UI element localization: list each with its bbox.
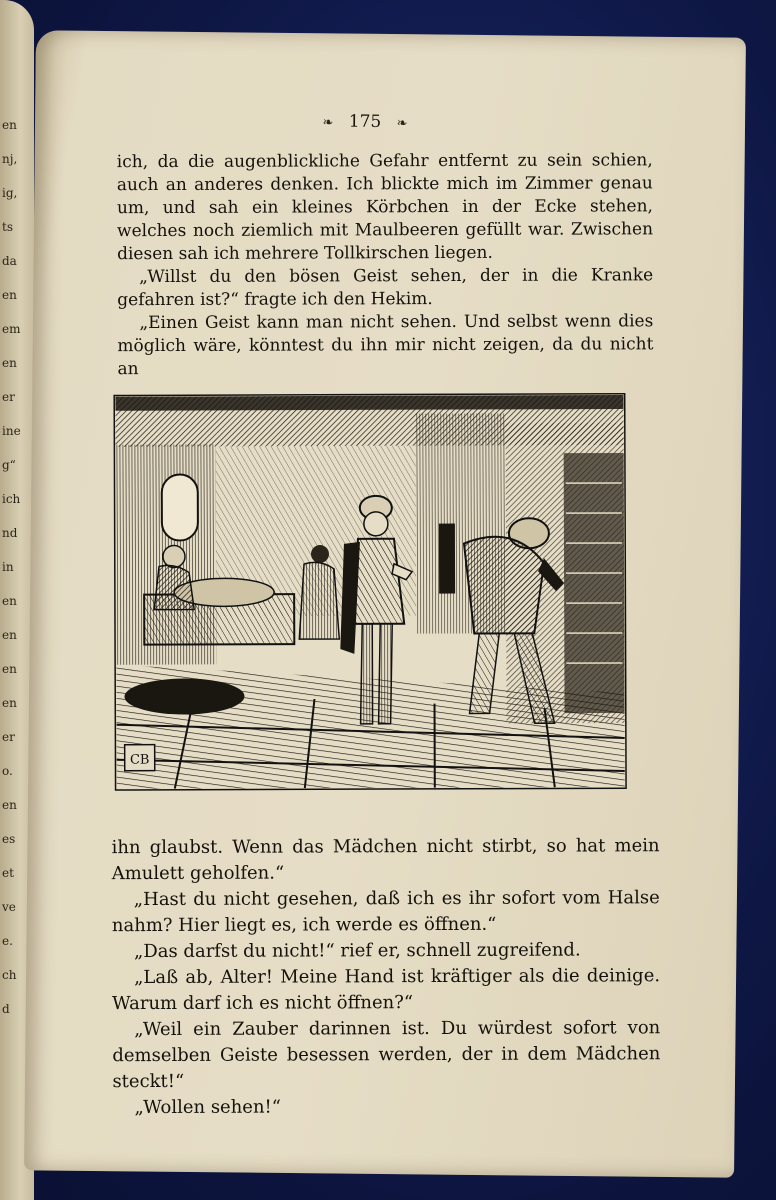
left-page-fragment: ich (2, 492, 21, 506)
left-page-fragment: nd (2, 526, 18, 540)
left-page-fragment: en (2, 662, 17, 676)
paragraph: „Einen Geist kann man nicht sehen. Und selbst wenn dies möglich wäre, könntest du ihn mir nicht zeigen, da du nicht an (117, 311, 654, 380)
left-page-fragment: nj, (2, 152, 18, 166)
left-page-fragment: em (2, 322, 21, 336)
book-page (24, 30, 746, 1177)
left-page-fragment: da (2, 254, 17, 268)
left-page-fragment: en (2, 356, 17, 370)
left-page-fragment: en (2, 628, 17, 642)
left-page-fragment: e. (2, 934, 13, 948)
top-text-block (117, 149, 654, 381)
left-page-fragment: ig, (2, 186, 18, 200)
paragraph: „Wollen sehen!“ (134, 1096, 282, 1119)
left-page-fragment: in (2, 560, 14, 574)
left-page-fragment: et (2, 866, 14, 880)
page-number: 175 (348, 111, 382, 132)
left-page-fragment: en (2, 118, 17, 132)
left-page-fragment: ch (2, 968, 17, 982)
ornament-right-icon: ❧ (396, 116, 408, 132)
left-page-fragment: er (2, 390, 15, 404)
page-header (35, 108, 695, 135)
left-page-fragment: en (2, 288, 17, 302)
left-page-fragment: en (2, 696, 17, 710)
paragraph: „Das darfst du nicht!“ rief er, schnell zugreifend. (133, 939, 581, 963)
left-page-fragment: o. (2, 764, 13, 778)
left-page-fragment: d (2, 1002, 10, 1016)
ornament-left-icon: ❧ (322, 115, 334, 131)
bottom-text-block (112, 833, 661, 1121)
left-page-fragment: g“ (2, 458, 16, 472)
left-page-fragment: ts (2, 220, 13, 234)
left-page-fragment: es (2, 832, 16, 846)
engraving-illustration (113, 393, 626, 791)
left-page-fragment: en (2, 798, 17, 812)
left-page-fragment: en (2, 594, 17, 608)
left-page-fragment: er (2, 730, 15, 744)
paragraph: ich, da die augenblickliche Gefahr entfernt zu sein schien, auch an anderes denken. Ich blickte mich im Zimmer genau um, und sah ein kleines Körbchen in der Ecke stehen, welches noch ziemlich mit Maulbeeren gefüllt war. Zwischen diesen sah ich mehrere Tollkirschen liegen. (116, 150, 654, 265)
left-page-fragment: ine (2, 424, 21, 438)
paragraph: „Willst du den bösen Geist sehen, der in die Kranke gefahren ist?“ fragte ich den Hekim. (117, 265, 654, 311)
paragraph: „Laß ab, Alter! Meine Hand ist kräftiger als die deinige. Warum darf ich es nicht öffnen?“ (112, 965, 661, 1015)
paragraph: „Weil ein Zauber darinnen ist. Du würdest sofort von demselben Geiste besessen werden, der in dem Mädchen steckt!“ (112, 1017, 661, 1093)
monogram-label: CB (129, 752, 150, 768)
paragraph: „Hast du nicht gesehen, daß ich es ihr sofort vom Halse nahm? Hier liegt es, ich werde es öffnen.“ (111, 887, 660, 937)
left-page-fragment: ve (2, 900, 16, 914)
paragraph: ihn glaubst. Wenn das Mädchen nicht stirbt, so hat mein Amulett geholfen.“ (111, 835, 660, 885)
